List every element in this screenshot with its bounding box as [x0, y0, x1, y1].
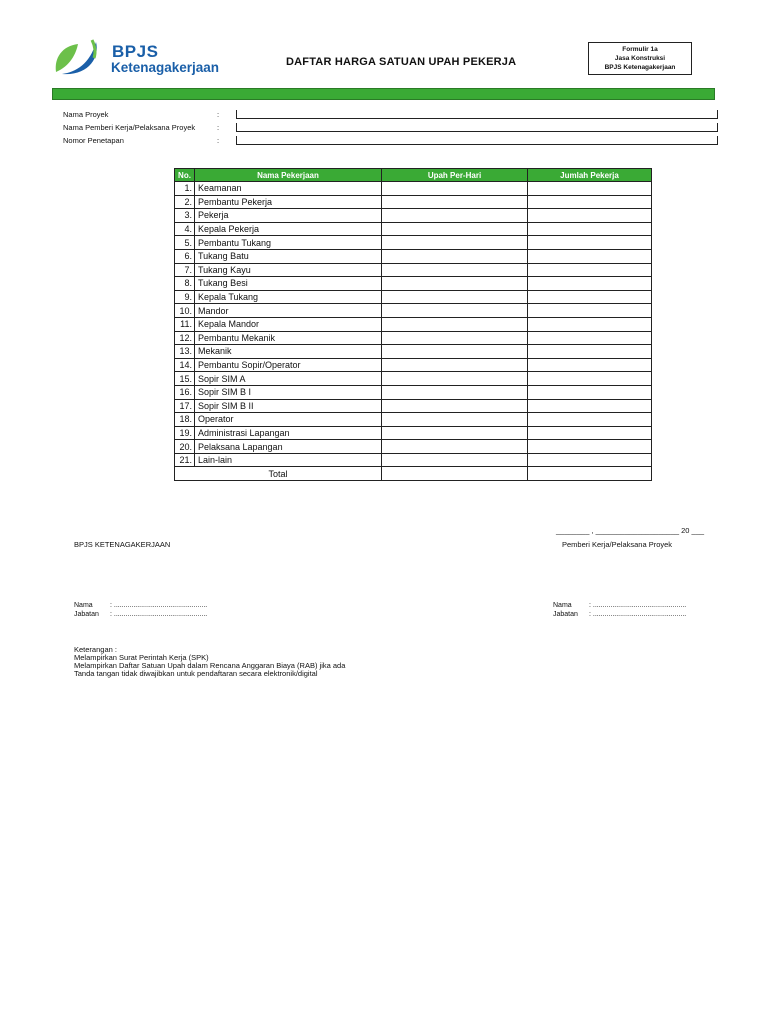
table-row	[175, 222, 652, 236]
job-name: Tukang Batu	[195, 249, 382, 263]
worker-count-cell[interactable]	[528, 182, 652, 196]
table-row	[175, 263, 652, 277]
job-name: Operator	[195, 413, 382, 427]
sig-title-label: Jabatan	[553, 611, 578, 618]
table-row	[175, 331, 652, 345]
daily-wage-cell[interactable]	[382, 222, 528, 236]
worker-count-cell[interactable]	[528, 290, 652, 304]
job-name: Tukang Kayu	[195, 263, 382, 277]
row-number: 5.	[175, 236, 195, 250]
sig-name-label: Nama	[553, 602, 572, 609]
daily-wage-cell[interactable]	[382, 399, 528, 413]
job-name: Pekerja	[195, 209, 382, 223]
date-line: ________ , ____________________ 20 ___	[556, 526, 705, 535]
form-code-line1: Formulir 1a	[622, 46, 658, 53]
table-row	[175, 345, 652, 359]
total-count-cell[interactable]	[528, 467, 652, 481]
row-number: 2.	[175, 195, 195, 209]
table-body	[175, 182, 652, 467]
worker-count-cell[interactable]	[528, 209, 652, 223]
daily-wage-cell[interactable]	[382, 209, 528, 223]
sig-title-label: Jabatan	[74, 611, 99, 618]
note-item: Melampirkan Daftar Satuan Upah dalam Rencana Anggaran Biaya (RAB) jika ada	[74, 661, 346, 670]
sig-title-field[interactable]: : ................................................	[110, 611, 208, 618]
row-number: 18.	[175, 413, 195, 427]
sig-title-field[interactable]: : ................................................	[589, 611, 687, 618]
worker-count-cell[interactable]	[528, 277, 652, 291]
daily-wage-cell[interactable]	[382, 195, 528, 209]
info-label: Nama Proyek	[63, 110, 109, 119]
info-colon: :	[217, 136, 220, 145]
row-number: 16.	[175, 385, 195, 399]
left-signatory-org: BPJS KETENAGAKERJAAN	[74, 540, 171, 549]
total-wage-cell[interactable]	[382, 467, 528, 481]
daily-wage-cell[interactable]	[382, 236, 528, 250]
note-item: Melampirkan Surat Perintah Kerja (SPK)	[74, 653, 209, 662]
row-number: 4.	[175, 222, 195, 236]
table-row	[175, 358, 652, 372]
job-name: Mandor	[195, 304, 382, 318]
worker-count-cell[interactable]	[528, 426, 652, 440]
worker-count-cell[interactable]	[528, 331, 652, 345]
row-number: 15.	[175, 372, 195, 386]
daily-wage-cell[interactable]	[382, 440, 528, 454]
job-name: Mekanik	[195, 345, 382, 359]
job-name: Kepala Tukang	[195, 290, 382, 304]
table-row	[175, 372, 652, 386]
table-header-row	[175, 169, 652, 182]
table-row	[175, 277, 652, 291]
worker-count-cell[interactable]	[528, 249, 652, 263]
table-row	[175, 195, 652, 209]
job-name: Sopir SIM B I	[195, 385, 382, 399]
job-name: Pembantu Sopir/Operator	[195, 358, 382, 372]
header-no: No.	[175, 169, 195, 182]
table-row	[175, 182, 652, 196]
worker-count-cell[interactable]	[528, 413, 652, 427]
employer-field[interactable]	[236, 123, 718, 132]
logo-brand-sub: Ketenagakerjaan	[111, 60, 220, 75]
daily-wage-cell[interactable]	[382, 385, 528, 399]
table-row	[175, 236, 652, 250]
worker-count-cell[interactable]	[528, 195, 652, 209]
note-item: Tanda tangan tidak diwajibkan untuk pendaftaran secara elektronik/digital	[74, 669, 318, 678]
daily-wage-cell[interactable]	[382, 277, 528, 291]
job-name: Pembantu Pekerja	[195, 195, 382, 209]
header-job-name: Nama Pekerjaan	[195, 169, 382, 182]
sig-name-field[interactable]: : ................................................	[110, 602, 208, 609]
row-number: 19.	[175, 426, 195, 440]
daily-wage-cell[interactable]	[382, 290, 528, 304]
row-number: 17.	[175, 399, 195, 413]
table-row	[175, 440, 652, 454]
worker-count-cell[interactable]	[528, 236, 652, 250]
info-label: Nama Pemberi Kerja/Pelaksana Proyek	[63, 123, 196, 132]
table-row	[175, 385, 652, 399]
job-name: Keamanan	[195, 182, 382, 196]
row-number: 20.	[175, 440, 195, 454]
worker-count-cell[interactable]	[528, 304, 652, 318]
form-code-line2: Jasa Konstruksi	[614, 55, 666, 62]
table-row	[175, 290, 652, 304]
left-signature-block	[74, 601, 207, 619]
total-row	[175, 467, 652, 481]
daily-wage-cell[interactable]	[382, 304, 528, 318]
daily-wage-cell[interactable]	[382, 453, 528, 467]
form-code-box	[588, 42, 692, 75]
worker-count-cell[interactable]	[528, 358, 652, 372]
form-code-line3: BPJS Ketenagakerjaan	[604, 64, 676, 71]
job-name: Pelaksana Lapangan	[195, 440, 382, 454]
info-label: Nomor Penetapan	[63, 136, 124, 145]
worker-count-cell[interactable]	[528, 263, 652, 277]
bpjs-leaf-icon	[52, 38, 108, 78]
row-number: 7.	[175, 263, 195, 277]
daily-wage-cell[interactable]	[382, 249, 528, 263]
daily-wage-cell[interactable]	[382, 345, 528, 359]
daily-wage-cell[interactable]	[382, 182, 528, 196]
sig-name-label: Nama	[74, 602, 93, 609]
notes-section	[74, 646, 345, 678]
notes-heading: Keterangan :	[74, 645, 117, 654]
right-signature-block	[553, 601, 686, 619]
row-number: 13.	[175, 345, 195, 359]
job-name: Sopir SIM A	[195, 372, 382, 386]
wage-table	[174, 168, 652, 481]
page-title: DAFTAR HARGA SATUAN UPAH PEKERJA	[286, 56, 517, 68]
header-divider-bar	[52, 88, 715, 100]
daily-wage-cell[interactable]	[382, 263, 528, 277]
daily-wage-cell[interactable]	[382, 413, 528, 427]
worker-count-cell[interactable]	[528, 317, 652, 331]
job-name: Administrasi Lapangan	[195, 426, 382, 440]
row-number: 3.	[175, 209, 195, 223]
row-number: 9.	[175, 290, 195, 304]
project-name-field[interactable]	[236, 110, 718, 119]
worker-count-cell[interactable]	[528, 372, 652, 386]
daily-wage-cell[interactable]	[382, 372, 528, 386]
job-name: Lain-lain	[195, 453, 382, 467]
row-number: 11.	[175, 317, 195, 331]
worker-count-cell[interactable]	[528, 453, 652, 467]
job-name: Sopir SIM B II	[195, 399, 382, 413]
info-colon: :	[217, 123, 220, 132]
job-name: Pembantu Tukang	[195, 236, 382, 250]
daily-wage-cell[interactable]	[382, 317, 528, 331]
table-row	[175, 453, 652, 467]
row-number: 14.	[175, 358, 195, 372]
logo-brand: BPJS	[112, 42, 159, 61]
job-name: Tukang Besi	[195, 277, 382, 291]
row-number: 21.	[175, 453, 195, 467]
right-signatory-org: Pemberi Kerja/Pelaksana Proyek	[562, 540, 673, 549]
table-row	[175, 304, 652, 318]
daily-wage-cell[interactable]	[382, 358, 528, 372]
table-row	[175, 317, 652, 331]
job-name: Kepala Pekerja	[195, 222, 382, 236]
row-number: 8.	[175, 277, 195, 291]
worker-count-cell[interactable]	[528, 385, 652, 399]
table-row	[175, 413, 652, 427]
table-row	[175, 426, 652, 440]
row-number: 12.	[175, 331, 195, 345]
daily-wage-cell[interactable]	[382, 426, 528, 440]
sig-name-field[interactable]: : ................................................	[589, 602, 687, 609]
decree-number-field[interactable]	[236, 136, 718, 145]
row-number: 10.	[175, 304, 195, 318]
total-label: Total	[175, 467, 382, 481]
job-name: Pembantu Mekanik	[195, 331, 382, 345]
info-colon: :	[217, 110, 220, 119]
daily-wage-cell[interactable]	[382, 331, 528, 345]
header-daily-wage: Upah Per-Hari	[382, 169, 528, 182]
job-name: Kepala Mandor	[195, 317, 382, 331]
worker-count-cell[interactable]	[528, 399, 652, 413]
worker-count-cell[interactable]	[528, 345, 652, 359]
table-row	[175, 399, 652, 413]
table-row	[175, 249, 652, 263]
row-number: 1.	[175, 182, 195, 196]
worker-count-cell[interactable]	[528, 222, 652, 236]
table-row	[175, 209, 652, 223]
worker-count-cell[interactable]	[528, 440, 652, 454]
row-number: 6.	[175, 249, 195, 263]
bpjs-logo	[52, 38, 242, 82]
header-worker-count: Jumlah Pekerja	[528, 169, 652, 182]
